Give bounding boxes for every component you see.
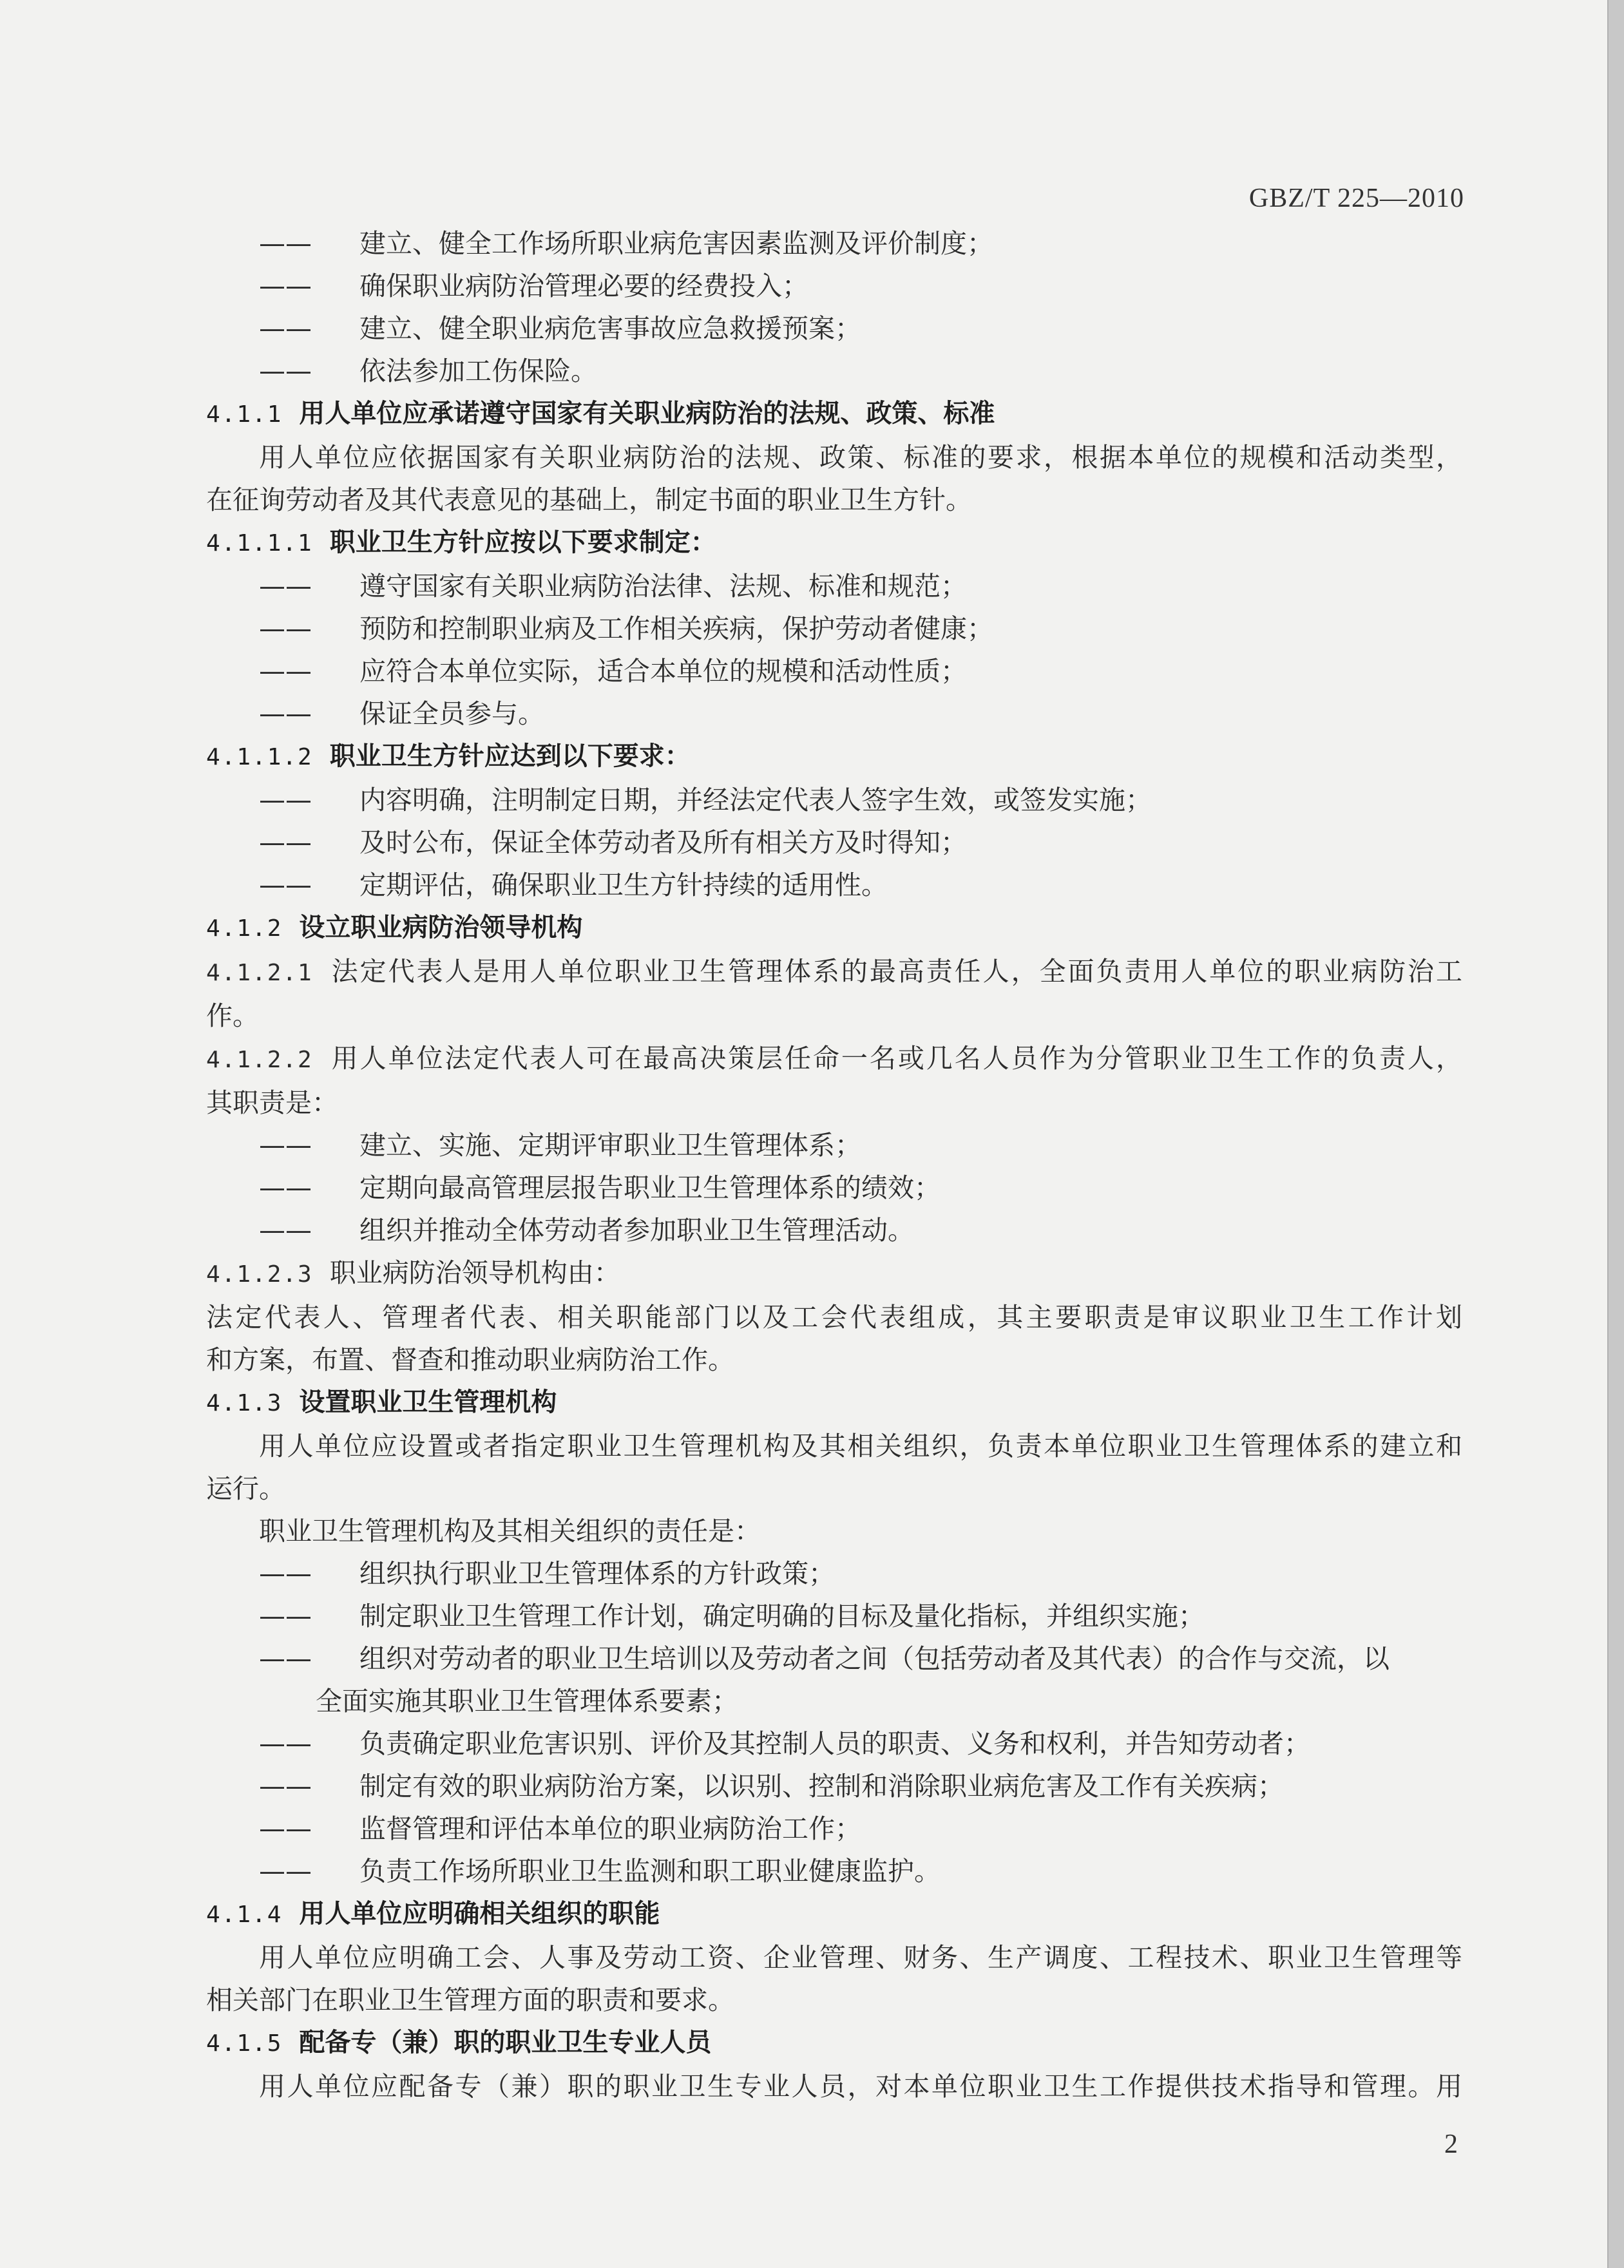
- list-item: —— 建立、健全职业病危害事故应急救援预案；: [259, 313, 861, 344]
- clause-4-1-2-1: 4.1.2.1 法定代表人是用人单位职业卫生管理体系的最高责任人，全面负责用人单位的职业病防治工: [206, 956, 1462, 987]
- list-item: —— 负责确定职业危害识别、评价及其控制人员的职责、义务和权利，并告知劳动者；: [259, 1728, 1310, 1759]
- list-item: —— 组织对劳动者的职业卫生培训以及劳动者之间（包括劳动者及其代表）的合作与交流，以: [259, 1643, 1390, 1674]
- section-heading-4-1-1-2: 4.1.1.2 职业卫生方针应达到以下要求：: [206, 741, 691, 771]
- paragraph-line: 用人单位应配备专（兼）职的职业卫生专业人员，对本单位职业卫生工作提供技术指导和管理。用: [259, 2071, 1462, 2102]
- document-body: [206, 222, 1462, 2108]
- list-item: —— 应符合本单位实际，适合本单位的规模和活动性质；: [259, 656, 967, 687]
- clause-4-1-2-2: 4.1.2.2 用人单位法定代表人可在最高决策层任命一名或几名人员作为分管职业卫生工作的负责人，: [206, 1043, 1462, 1074]
- section-heading-4-1-3: 4.1.3 设置职业卫生管理机构: [206, 1387, 557, 1417]
- list-item: —— 定期评估，确保职业卫生方针持续的适用性。: [259, 870, 888, 901]
- list-item: —— 建立、健全工作场所职业病危害因素监测及评价制度；: [259, 228, 993, 259]
- page-number: 2: [1444, 2130, 1458, 2159]
- section-heading-4-1-4: 4.1.4 用人单位应明确相关组织的职能: [206, 1899, 660, 1929]
- list-item: —— 制定职业卫生管理工作计划，确定明确的目标及量化指标，并组织实施；: [259, 1601, 1205, 1632]
- page-edge: [1607, 0, 1624, 2268]
- list-item: —— 保证全员参与。: [259, 698, 544, 729]
- list-item: —— 遵守国家有关职业病防治法律、法规、标准和规范；: [259, 571, 967, 602]
- list-item: —— 内容明确，注明制定日期，并经法定代表人签字生效，或签发实施；: [259, 785, 1152, 815]
- paragraph-line: 在征询劳动者及其代表意见的基础上，制定书面的职业卫生方针。: [206, 484, 972, 515]
- list-item: —— 预防和控制职业病及工作相关疾病，保护劳动者健康；: [259, 613, 993, 644]
- section-heading-4-1-5: 4.1.5 配备专（兼）职的职业卫生专业人员: [206, 2028, 712, 2057]
- paragraph-line: 和方案，布置、督查和推动职业病防治工作。: [206, 1344, 734, 1375]
- clause-4-1-2-3: 4.1.2.3 职业病防治领导机构由：: [206, 1257, 620, 1288]
- paragraph-line: 其职责是：: [206, 1087, 338, 1118]
- list-item-continuation: 全面实施其职业卫生管理体系要素；: [316, 1686, 738, 1717]
- standard-code: GBZ/T 225—2010: [1248, 184, 1464, 213]
- paragraph-line: 作。: [206, 1000, 259, 1031]
- paragraph-line: 相关部门在职业卫生管理方面的职责和要求。: [206, 1985, 734, 2015]
- list-item: —— 建立、实施、定期评审职业卫生管理体系；: [259, 1130, 861, 1161]
- paragraph-line: 运行。: [206, 1473, 285, 1504]
- list-item: —— 组织并推动全体劳动者参加职业卫生管理活动。: [259, 1215, 914, 1246]
- list-item: —— 制定有效的职业病防治方案，以识别、控制和消除职业病危害及工作有关疾病；: [259, 1771, 1284, 1802]
- paragraph-line: 用人单位应明确工会、人事及劳动工资、企业管理、财务、生产调度、工程技术、职业卫生管理等: [259, 1942, 1462, 1973]
- section-heading-4-1-1-1: 4.1.1.1 职业卫生方针应按以下要求制定：: [206, 528, 716, 557]
- list-item: —— 组织执行职业卫生管理体系的方针政策；: [259, 1558, 835, 1589]
- paragraph-line: 职业卫生管理机构及其相关组织的责任是：: [259, 1516, 761, 1547]
- paragraph-line: 用人单位应设置或者指定职业卫生管理机构及其相关组织，负责本单位职业卫生管理体系的建立和: [259, 1431, 1462, 1462]
- list-item: —— 确保职业病防治管理必要的经费投入；: [259, 271, 808, 301]
- list-item: —— 监督管理和评估本单位的职业病防治工作；: [259, 1813, 861, 1844]
- section-heading-4-1-1: 4.1.1 用人单位应承诺遵守国家有关职业病防治的法规、政策、标准: [206, 399, 995, 428]
- list-item: —— 负责工作场所职业卫生监测和职工职业健康监护。: [259, 1856, 941, 1887]
- list-item: —— 依法参加工伤保险。: [259, 356, 597, 386]
- list-item: —— 定期向最高管理层报告职业卫生管理体系的绩效；: [259, 1172, 941, 1203]
- paragraph-line: 法定代表人、管理者代表、相关职能部门以及工会代表组成，其主要职责是审议职业卫生工作计划: [206, 1302, 1462, 1333]
- list-item: —— 及时公布，保证全体劳动者及所有相关方及时得知；: [259, 827, 967, 858]
- section-heading-4-1-2: 4.1.2 设立职业病防治领导机构: [206, 913, 583, 942]
- paragraph-line: 用人单位应依据国家有关职业病防治的法规、政策、标准的要求，根据本单位的规模和活动类型，: [259, 442, 1462, 473]
